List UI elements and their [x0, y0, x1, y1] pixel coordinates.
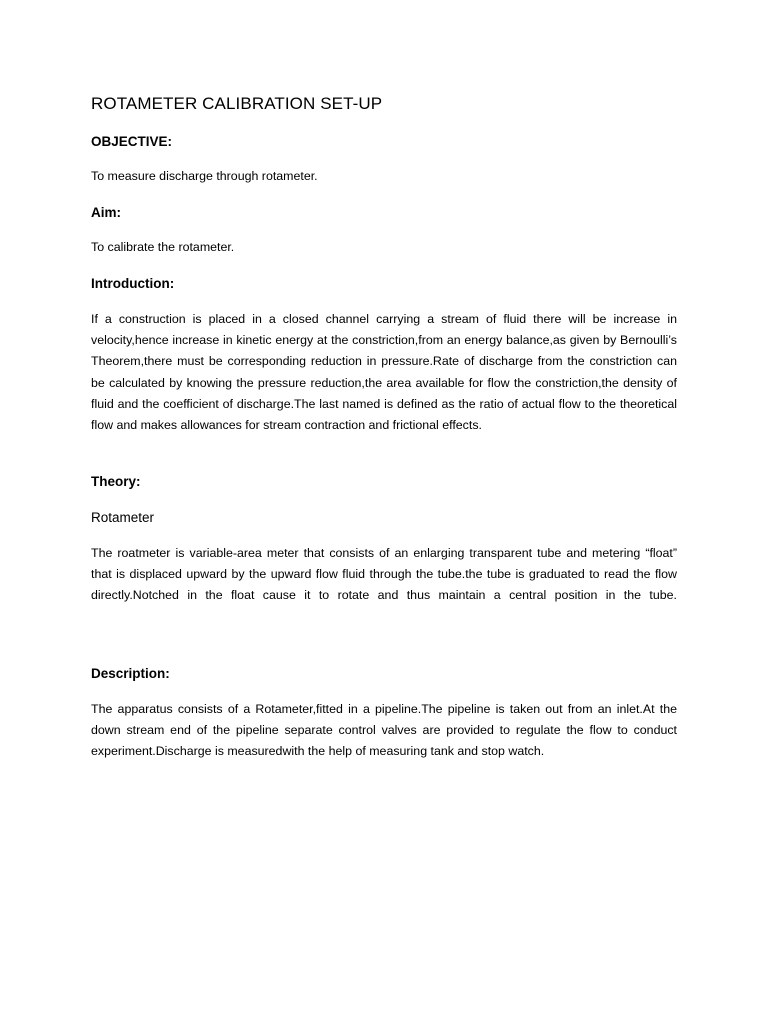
objective-text: To measure discharge through rotameter.: [91, 169, 318, 183]
introduction-heading: Introduction:: [91, 276, 175, 291]
introduction-text: If a construction is placed in a closed channel carrying a stream of fluid there will be increase in velocity,hence increase in kinetic energy at the constriction,from an energy balance,as given by Bernoulli’s Theorem,there must be corresponding reduction in pressure.Rate of discharge from the constriction can be calculated by knowing the pressure reduction,the area available for flow the constriction,the density of fluid and the coefficient of discharge.The last named is defined as the ratio of actual flow to the theoretical flow and makes allowances for stream contraction and frictional effects.: [91, 312, 677, 433]
description-heading: Description:: [91, 666, 170, 681]
theory-heading: Theory:: [91, 474, 141, 489]
aim-text: To calibrate the rotameter.: [91, 240, 235, 254]
theory-text: The roatmeter is variable-area meter that consists of an enlarging transparent tube and metering “float” that is displaced upward by the upward flow fluid through the tube.the tube is graduated to read the flow directly.Notched in the float cause it to rotate and thus maintain a central position in the tube.: [91, 546, 677, 603]
aim-heading: Aim:: [91, 205, 121, 220]
document-title: ROTAMETER CALIBRATION SET-UP: [91, 94, 383, 113]
description-text: The apparatus consists of a Rotameter,fitted in a pipeline.The pipeline is taken out from an inlet.At the down stream end of the pipeline separate control valves are provided to regulate the flow to conduct experiment.Discharge is measuredwith the help of measuring tank and stop watch.: [91, 702, 677, 759]
rotameter-subheading: Rotameter: [91, 510, 155, 525]
objective-heading: OBJECTIVE:: [91, 134, 173, 149]
